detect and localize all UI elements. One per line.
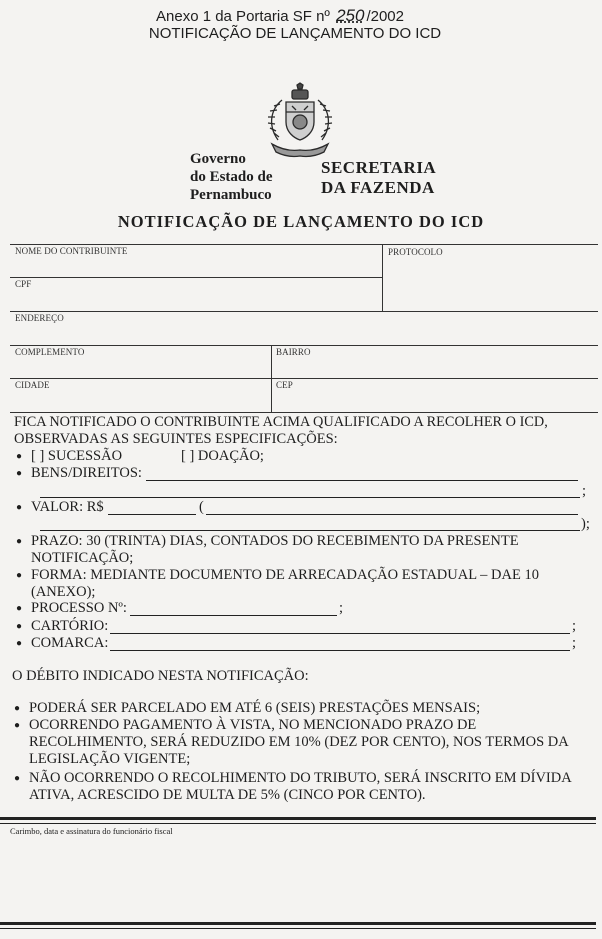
grid-line (10, 412, 598, 413)
grid-line (10, 311, 598, 312)
prazo-line: PRAZO: 30 (TRINTA) DIAS, CONTADOS DO RECEBIMENTO DA PRESENTE (31, 533, 519, 549)
parcelado-line: PODERÁ SER PARCELADO EM ATÉ 6 (SEIS) PRESTAÇÕES MENSAIS; (29, 700, 481, 716)
bens-label: BENS/DIREITOS: (31, 465, 142, 481)
avista-line: OCORRENDO PAGAMENTO À VISTA, NO MENCIONADO PRAZO DE (29, 717, 477, 733)
avista-line: RECOLHIMENTO, SERÁ REDUZIDO EM 10% (DEZ POR CENTO), NOS TERMOS DA (29, 734, 569, 750)
bullet-icon: ● (14, 703, 21, 714)
cartorio-end: ; (572, 618, 577, 634)
government-line: Governo (190, 151, 246, 167)
bullet-icon: ● (14, 720, 21, 731)
bullet-icon: ● (16, 621, 23, 632)
intro-line: FICA NOTIFICADO O CONTRIBUINTE ACIMA QUALIFICADO A RECOLHER O ICD, (14, 414, 548, 430)
divider-line (0, 928, 596, 929)
bullet-icon: ● (16, 570, 23, 581)
processo-label: PROCESSO Nº: (31, 600, 127, 616)
secretariat-name (321, 158, 436, 198)
form-title: NOTIFICAÇÃO DE LANÇAMENTO DO ICD (117, 212, 485, 231)
bullet-icon: ● (16, 638, 23, 649)
valor-label: VALOR: R$ (31, 499, 104, 515)
processo-end: ; (339, 600, 344, 616)
doacao-option: [ ] DOAÇÃO; (181, 448, 264, 464)
blank-line (206, 514, 578, 515)
cartorio-label: CARTÓRIO: (31, 618, 109, 634)
avista-line: LEGISLAÇÃO VIGENTE; (29, 751, 191, 767)
comarca-label: COMARCA: (31, 635, 109, 651)
field-label-cpf: CPF (15, 279, 32, 289)
blank-line (40, 497, 580, 498)
field-label-endereco: ENDEREÇO (15, 313, 64, 323)
comarca-end: ; (572, 635, 577, 651)
sucessao-option: [ ] SUCESSÃO (31, 448, 123, 464)
divider-bar (0, 922, 596, 925)
blank-line (40, 530, 580, 531)
government-line: do Estado de (190, 169, 273, 185)
divider-bar (0, 817, 596, 820)
field-label-protocolo: PROTOCOLO (388, 247, 443, 257)
field-label-cidade: CIDADE (15, 380, 50, 390)
document-subtitle: NOTIFICAÇÃO DE LANÇAMENTO DO ICD (148, 25, 442, 42)
blank-line (146, 480, 578, 481)
blank-line (110, 650, 570, 651)
grid-line (382, 244, 383, 311)
field-label-cep: CEP (276, 380, 293, 390)
field-label-nome: NOME DO CONTRIBUINTE (15, 246, 128, 256)
blank-line (108, 514, 196, 515)
field-label-bairro: BAIRRO (276, 347, 311, 357)
grid-line (10, 277, 382, 278)
field-label-complemento: COMPLEMENTO (15, 347, 85, 357)
divida-line: ATIVA, ACRESCIDO DE MULTA DE 5% (CINCO POR CENTO). (29, 787, 426, 803)
bullet-icon: ● (16, 603, 23, 614)
divida-line: NÃO OCORRENDO O RECOLHIMENTO DO TRIBUTO, SERÁ INSCRITO EM DÍVIDA (29, 770, 572, 786)
debito-heading: O DÉBITO INDICADO NESTA NOTIFICAÇÃO: (12, 668, 309, 684)
government-line: Pernambuco (190, 187, 272, 203)
blank-line (130, 615, 337, 616)
prazo-line: NOTIFICAÇÃO; (31, 550, 134, 566)
bullet-icon: ● (16, 451, 23, 462)
grid-line (10, 345, 598, 346)
grid-line (10, 378, 598, 379)
bullet-icon: ● (16, 502, 23, 513)
bens-end: ; (582, 483, 587, 499)
secretariat-line: DA FAZENDA (321, 178, 435, 197)
government-name (190, 150, 273, 204)
grid-line (271, 345, 272, 412)
annex-suffix: /2002 (366, 8, 404, 25)
portaria-number: 250 (336, 6, 365, 25)
annex-prefix: Anexo 1 da Portaria SF nº (156, 8, 330, 25)
bullet-icon: ● (16, 536, 23, 547)
signature-label: Carimbo, data e assinatura do funcionário fiscal (10, 826, 173, 836)
intro-line: OBSERVADAS AS SEGUINTES ESPECIFICAÇÕES: (14, 431, 338, 447)
pernambuco-coat-of-arms-icon (264, 82, 336, 158)
valor-paren-open: ( (199, 499, 204, 515)
grid-line (10, 244, 598, 245)
forma-line: FORMA: MEDIANTE DOCUMENTO DE ARRECADAÇÃO ESTADUAL – DAE 10 (31, 567, 539, 583)
divider-line (0, 823, 596, 824)
bullet-icon: ● (14, 773, 21, 784)
valor-end: ); (581, 516, 590, 532)
bullet-icon: ● (16, 468, 23, 479)
secretariat-line: SECRETARIA (321, 158, 437, 177)
blank-line (110, 633, 570, 634)
annex-reference (0, 6, 560, 26)
forma-line: (ANEXO); (31, 584, 96, 600)
